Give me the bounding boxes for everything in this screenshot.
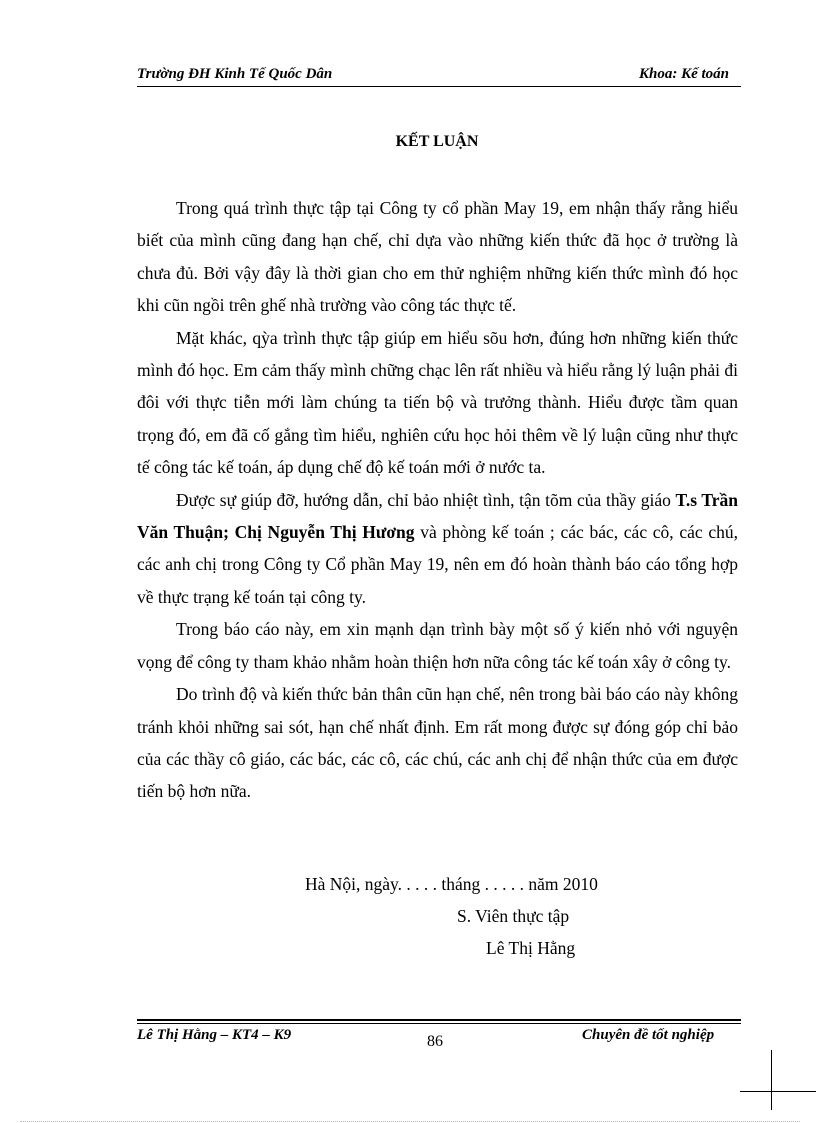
footer-rule-top	[137, 1019, 741, 1021]
signature-name: Lê Thị Hằng	[486, 938, 576, 958]
supervisor-names: T.s Trần Văn Thuận; Chị Nguyễn Thị Hương	[137, 489, 738, 543]
page-bottom-dotted-line	[20, 1121, 800, 1122]
page-header	[137, 64, 741, 86]
document-body	[137, 192, 738, 808]
paragraph-5: Do trình độ và kiến thức bản thân cũn hạn chế, nên trong bài báo cáo này không tránh khỏi những sai sót, hạn chế nhất định. Em rất mong được sự đóng góp chỉ bảo của các thầy cô giáo, các bác, các cô, các chú, các anh chị để nhận thức của em được tiến bộ hơn nữa.	[137, 684, 738, 802]
page-number: 86	[427, 1033, 443, 1050]
crop-mark-vertical	[771, 1050, 772, 1110]
header-school: Trường ĐH Kinh Tế Quốc Dân	[137, 66, 333, 82]
page-title: KẾT LUẬN	[395, 133, 479, 150]
paragraph-3-start: Được sự giúp đỡ, hướng dẫn, chỉ bảo nhiệt tình, tận tõm của thầy giáo	[176, 489, 676, 510]
signature-date: Hà Nội, ngày. . . . . tháng . . . . . năm 2010	[305, 874, 598, 894]
paragraph-3	[137, 484, 738, 614]
paragraph-3-end: và phòng kế toán ; các bác, các cô, các chú, các anh chị trong Công ty Cổ phần May 19, nên em đó hoàn thành báo cáo tổng hợp về thực trạng kế toán tại công ty.	[137, 522, 738, 607]
signature-role: S. Viên thực tập	[457, 906, 570, 926]
paragraph-4: Trong báo cáo này, em xin mạnh dạn trình bày một số ý kiến nhỏ với nguyện vọng để công ty tham khảo nhằm hoàn thiện hơn nữa công tác kế toán xây ở công ty.	[137, 619, 738, 672]
footer-report-type: Chuyên đề tốt nghiệp	[582, 1027, 715, 1043]
paragraph-1: Trong quá trình thực tập tại Công ty cổ phần May 19, em nhận thấy rằng hiểu biết của mình cũng đang hạn chế, chỉ dựa vào những kiến thức đã học ở trường là chưa đủ. Bởi vậy đây là thời gian cho em thử nghiệm những kiến thức mình đó học khi cũn ngồi trên ghế nhà trường vào công tác thực tế.	[137, 198, 738, 316]
header-rule	[137, 86, 741, 87]
footer-rule-bottom	[137, 1023, 741, 1024]
crop-mark-horizontal	[740, 1091, 816, 1092]
header-faculty: Khoa: Kế toán	[638, 66, 729, 82]
footer-author: Lê Thị Hằng – KT4 – K9	[137, 1027, 292, 1043]
paragraph-2: Mặt khác, qỳa trình thực tập giúp em hiểu sõu hơn, đúng hơn những kiến thức mình đó học. Em cảm thấy mình chững chạc lên rất nhiều và hiểu rằng lý luận phải đi đôi với thực tiễn mới làm chúng ta tiến bộ và trưởng thành. Hiểu được tầm quan trọng đó, em đã cố gắng tìm hiểu, nghiên cứu học hỏi thêm về lý luận cũng như thực tế công tác kế toán, áp dụng chế độ kế toán mới ở nước ta.	[137, 327, 738, 478]
